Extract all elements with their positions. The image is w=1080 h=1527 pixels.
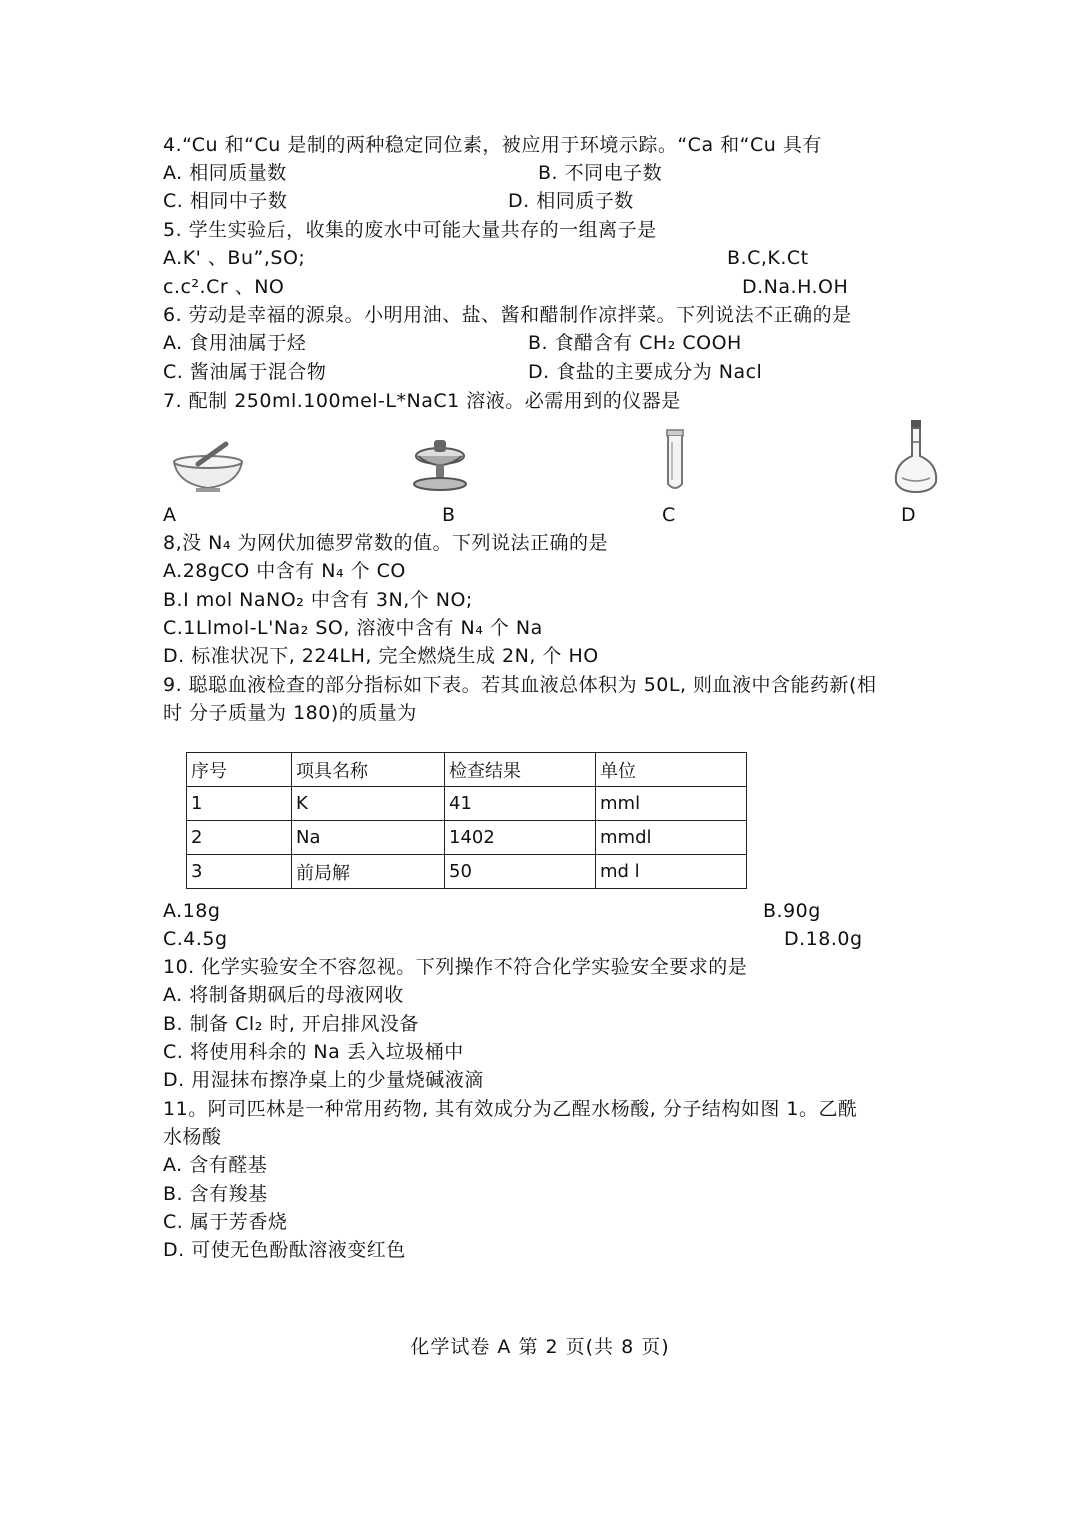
q10-option-a: A. 将制备期砜后的母液网收 (163, 984, 404, 1006)
table-header-cell: 检查结果 (445, 753, 596, 787)
q7-label-a: A (163, 504, 177, 526)
table-row (187, 787, 747, 821)
page-footer: 化学试卷 A 第 2 页(共 8 页) (410, 1336, 670, 1358)
table-cell: 3 (187, 855, 292, 889)
q11-option-d: D. 可使无色酚酞溶液变红色 (163, 1239, 406, 1261)
mortar-pestle-icon (168, 438, 248, 494)
table-cell: 2 (187, 821, 292, 855)
table-cell: Na (292, 821, 445, 855)
q6-option-c: C. 酱油属于混合物 (163, 361, 327, 383)
q4-option-d: D. 相同质子数 (508, 190, 634, 212)
q9-stem-line1: 9. 聪聪血液检查的部分指标如下表。若其血液总体积为 50L, 则血液中含能药新(相 (163, 674, 877, 696)
table-header-cell: 单位 (596, 753, 747, 787)
table-row (187, 821, 747, 855)
table-cell: 前局解 (292, 855, 445, 889)
q4-option-c: C. 相同中子数 (163, 190, 288, 212)
q6-option-d: D. 食盐的主要成分为 Nacl (528, 361, 763, 383)
volumetric-flask-icon (888, 418, 944, 496)
table-row (187, 855, 747, 889)
q11-stem-line2: 水杨酸 (163, 1126, 222, 1148)
q6-option-b: B. 食醋含有 CH₂ COOH (528, 332, 742, 354)
table-header-cell: 序号 (187, 753, 292, 787)
q5-option-d: D.Na.H.OH (742, 276, 849, 298)
q6-option-a: A. 食用油属于烃 (163, 332, 307, 354)
table-header-cell: 项具名称 (292, 753, 445, 787)
q9-option-b: B.90g (763, 900, 821, 922)
table-cell: 50 (445, 855, 596, 889)
q8-option-c: C.1Llmol-L'Na₂ SO, 溶液中含有 N₄ 个 Na (163, 617, 543, 639)
table-header-row (187, 753, 747, 787)
q4-option-b: B. 不同电子数 (538, 162, 663, 184)
q5-stem: 5. 学生实验后，收集的废水中可能大量共存的一组离子是 (163, 219, 657, 241)
q9-stem-line2: 时 分子质量为 180)的质量为 (163, 702, 417, 724)
table-cell: K (292, 787, 445, 821)
q5-option-a: A.K' 、Bu”,SO; (163, 247, 306, 269)
table-cell: mml (596, 787, 747, 821)
q4-stem: 4.“Cu 和“Cu 是制的两种稳定同位素，被应用于环境示踪。“Ca 和“Cu 具有 (163, 134, 822, 156)
q7-label-d: D (901, 504, 917, 526)
q7-label-b: B (442, 504, 456, 526)
table-cell: 41 (445, 787, 596, 821)
q10-option-b: B. 制备 Cl₂ 时, 开启排风没备 (163, 1013, 419, 1035)
q9-option-a: A.18g (163, 900, 221, 922)
q10-stem: 10. 化学实验安全不容忽视。下列操作不符合化学实验安全要求的是 (163, 956, 748, 978)
q6-stem: 6. 劳动是幸福的源泉。小明用油、盐、酱和醋制作凉拌菜。下列说法不正确的是 (163, 304, 852, 326)
q10-option-c: C. 将使用科余的 Na 丢入垃圾桶中 (163, 1041, 464, 1063)
q4-option-a: A. 相同质量数 (163, 162, 287, 184)
table-cell: 1 (187, 787, 292, 821)
q8-option-d: D. 标准状况下, 224LH, 完全燃烧生成 2N, 个 HO (163, 645, 599, 667)
q8-option-b: B.I mol NaNO₂ 中含有 3N,个 NO; (163, 589, 473, 611)
q5-option-c: c.c².Cr 、NO (163, 276, 285, 298)
test-tube-icon (658, 428, 692, 494)
q11-option-b: B. 含有羧基 (163, 1183, 268, 1205)
table-cell: mmdl (596, 821, 747, 855)
q9-option-c: C.4.5g (163, 928, 228, 950)
blood-test-table (186, 752, 747, 889)
q7-label-c: C (662, 504, 676, 526)
q7-stem: 7. 配制 250ml.100mel-L*NaC1 溶液。必需用到的仪器是 (163, 390, 681, 412)
q5-option-b: B.C,K.Ct (727, 247, 809, 269)
evaporating-dish-stand-icon (404, 434, 476, 494)
q8-option-a: A.28gCO 中含有 N₄ 个 CO (163, 560, 406, 582)
table-cell: md l (596, 855, 747, 889)
q11-option-a: A. 含有醛基 (163, 1154, 268, 1176)
q10-option-d: D. 用湿抹布擦净桌上的少量烧碱液滴 (163, 1069, 484, 1091)
q8-stem: 8,没 N₄ 为网伏加德罗常数的值。下列说法正确的是 (163, 532, 609, 554)
q9-option-d: D.18.0g (784, 928, 863, 950)
q11-option-c: C. 属于芳香烧 (163, 1211, 288, 1233)
table-cell: 1402 (445, 821, 596, 855)
q11-stem-line1: 11。阿司匹林是一种常用药物, 其有效成分为乙酲水杨酸, 分子结构如图 1。乙酰 (163, 1098, 858, 1120)
